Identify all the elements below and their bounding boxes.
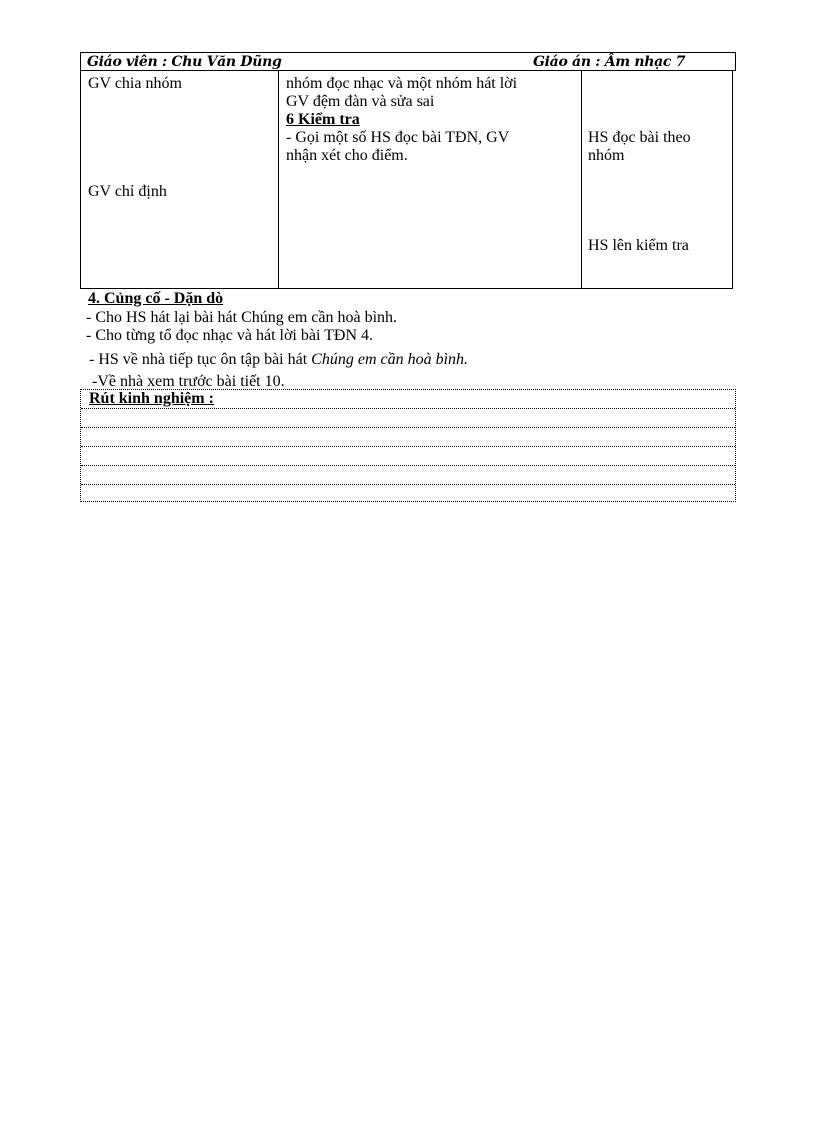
section-heading: 4. Củng cố - Dặn dò xyxy=(88,290,224,307)
homework-line-1 xyxy=(89,351,468,369)
student-activity-3: HS lên kiểm tra xyxy=(588,237,689,254)
lesson-table xyxy=(80,70,733,289)
notes-box xyxy=(80,389,736,502)
note-line xyxy=(81,484,735,485)
note-line xyxy=(81,427,735,428)
homework-text: - HS về nhà tiếp tục ôn tập bài hát xyxy=(89,351,312,368)
content-heading: 6 Kiểm tra xyxy=(286,111,360,128)
consolidation-line-1: - Cho HS hát lại bài hát Chúng em cần hoà bình. xyxy=(86,309,398,326)
notes-title: Rút kinh nghiệm : xyxy=(89,390,214,407)
content-line-2: GV đệm đàn và sửa sai xyxy=(286,93,435,110)
student-activity-2: nhóm xyxy=(588,147,625,164)
content-line-4: nhận xét cho điểm. xyxy=(286,147,408,164)
content-line-3: - Gọi một số HS đọc bài TĐN, GV xyxy=(286,129,510,146)
teacher-name: Giáo viên : Chu Văn Dũng xyxy=(87,54,282,70)
lesson-title: Giáo án : Âm nhạc 7 xyxy=(533,54,686,70)
column-divider xyxy=(278,71,279,288)
teacher-activity-1: GV chia nhóm xyxy=(88,75,182,92)
homework-line-2: -Về nhà xem trước bài tiết 10. xyxy=(92,373,285,390)
content-line-1: nhóm đọc nhạc và một nhóm hát lời xyxy=(286,75,518,92)
song-title: Chúng em cần hoà bình. xyxy=(311,351,469,368)
student-activity-1: HS đọc bài theo xyxy=(588,129,691,146)
teacher-activity-2: GV chỉ định xyxy=(88,183,167,200)
note-line xyxy=(81,408,735,409)
note-line xyxy=(81,465,735,466)
page-header xyxy=(80,52,736,71)
consolidation-line-2: - Cho từng tổ đọc nhạc và hát lời bài TĐN 4. xyxy=(86,327,374,344)
note-line xyxy=(81,446,735,447)
column-divider xyxy=(581,71,582,288)
